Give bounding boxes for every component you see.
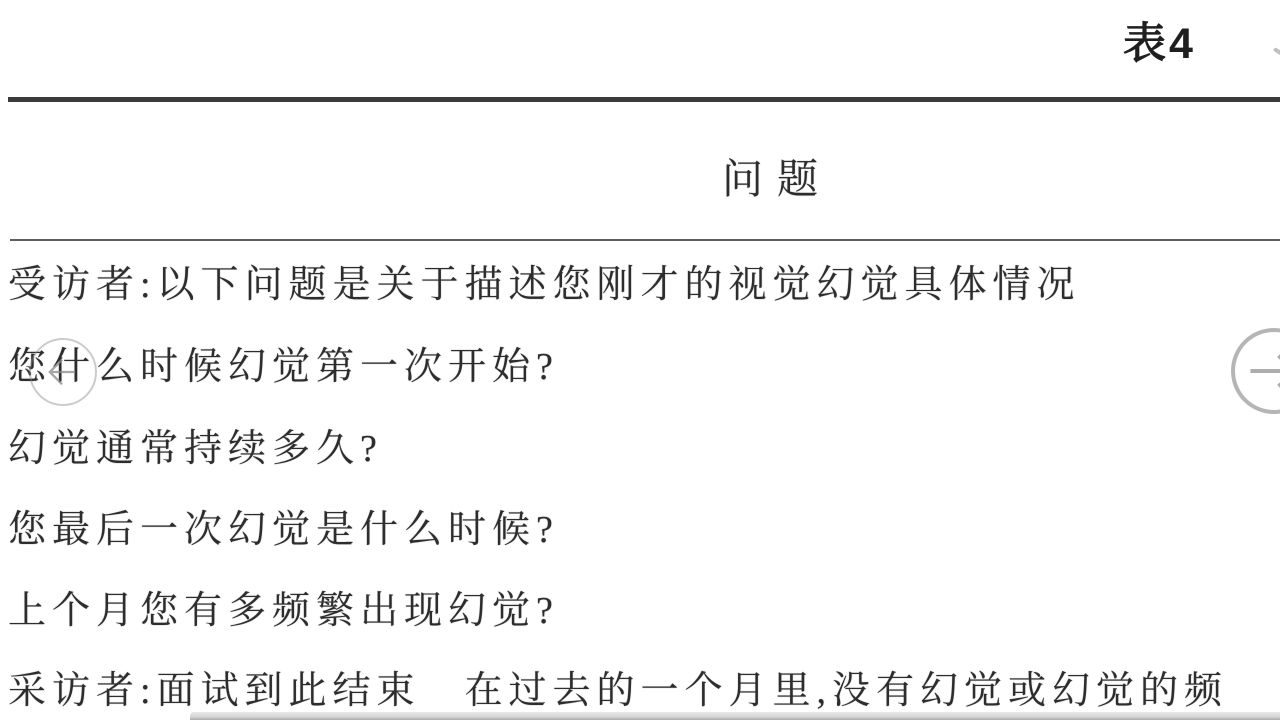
arrow-left-icon (31, 340, 95, 404)
arrow-right-icon (1235, 332, 1280, 410)
table-row: 您什么时候幻觉第一次开始? (8, 346, 559, 388)
table-row: 您最后一次幻觉是什么时候? (8, 509, 559, 551)
next-page-button[interactable] (1231, 328, 1280, 414)
table-row: 上个月您有多频繁出现幻觉? (8, 590, 559, 632)
table-row: 受访者:以下问题是关于描述您刚才的视觉幻觉具体情况 (8, 264, 1081, 306)
column-header-question: 问题 (722, 156, 832, 202)
table-row: 采访者:面试到此结束 在过去的一个月里,没有幻觉或幻觉的频 (8, 670, 1229, 712)
table-row: 幻觉通常持续多久? (8, 428, 383, 470)
table-title: 表4 (1123, 20, 1196, 68)
bottom-edge-strip (190, 712, 1280, 720)
prev-page-button[interactable] (29, 338, 97, 406)
